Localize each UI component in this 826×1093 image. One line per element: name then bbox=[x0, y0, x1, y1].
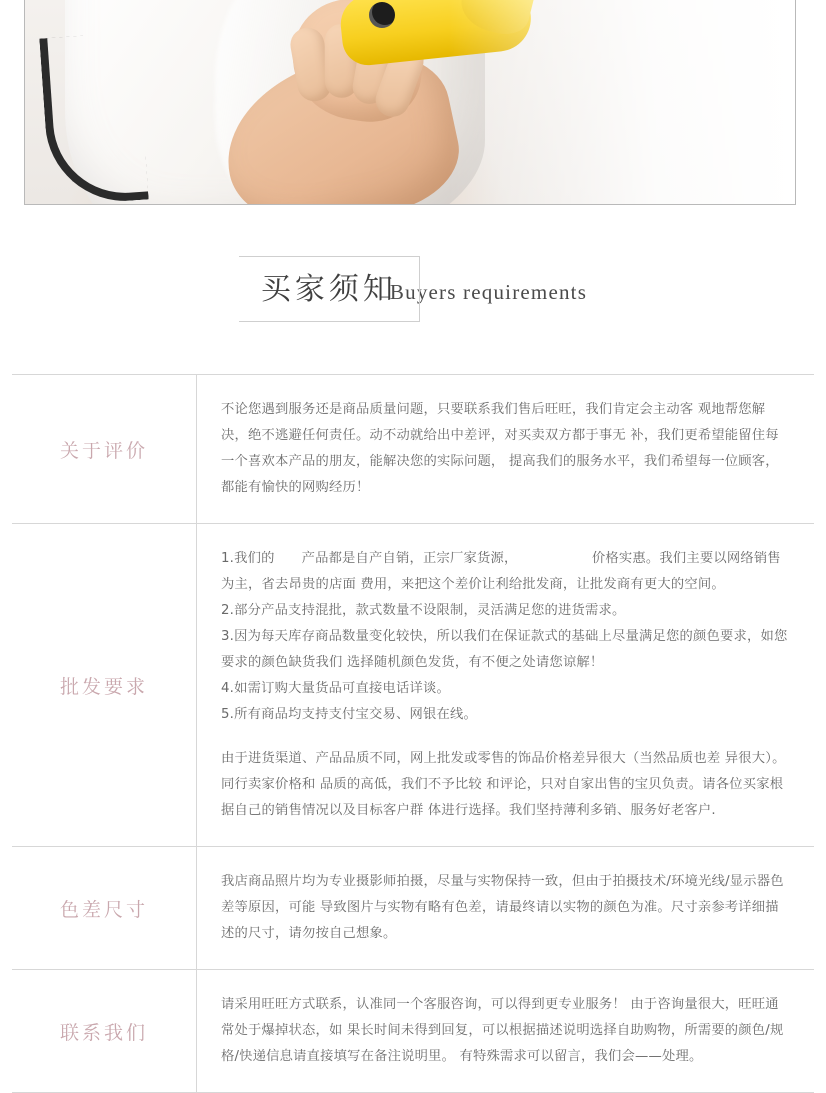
paragraph: 由于进货渠道、产品品质不同，网上批发或零售的饰品价格差异很大（当然品质也差 异很大）。同行卖家价格和 品质的高低，我们不予比较 和评论，只对自家出售的宝贝负责。请各位买家根据自己的销售情况以及目标客户群 体进行选择。我们坚持薄利多销、服务好老客户. bbox=[221, 751, 786, 818]
table-row bbox=[12, 375, 814, 524]
table-row bbox=[12, 970, 814, 1093]
paragraph: 我店商品照片均为专业摄影师拍摄，尽量与实物保持一致，但由于拍摄技术/环境光线/显示器色差等原因，可能 导致图片与实物有略有色差，请最终请以实物的颜色为准。尺寸亲参考详细描述的尺寸，请勿按自己想象。 bbox=[221, 874, 784, 941]
title-chinese: 买家须知 bbox=[260, 272, 397, 307]
paragraph: 请采用旺旺方式联系，认准同一个客服咨询，可以得到更专业服务！ 由于咨询量很大，旺旺通常处于爆掉状态，如 果长时间未得到回复，可以根据描述说明选择自助购物，所需要的颜色/规格/快递信息请直接填写在备注说明里。 有特殊需求可以留言，我们会——处理。 bbox=[221, 997, 784, 1064]
paragraph: 3.因为每天库存商品数量变化较快，所以我们在保证款式的基础上尽量满足您的颜色要求，如您要求的颜色缺货我们 选择随机颜色发货，有不便之处请您谅解！ bbox=[221, 629, 788, 670]
table-row bbox=[12, 847, 814, 970]
row-label-color-size: 色差尺寸 bbox=[12, 847, 197, 969]
row-label-wholesale: 批发要求 bbox=[12, 524, 197, 846]
row-body-about-reviews bbox=[197, 375, 814, 523]
hero-photo-frame bbox=[24, 0, 796, 205]
title-chinese-box bbox=[239, 256, 420, 322]
title-english: Buyers requirements bbox=[389, 280, 588, 304]
row-label-about-reviews: 关于评价 bbox=[12, 375, 197, 523]
hero-banner bbox=[0, 0, 826, 210]
paragraph: 2.部分产品支持混批，款式数量不设限制，灵活满足您的进货需求。 bbox=[221, 603, 626, 618]
row-label-contact-us: 联系我们 bbox=[12, 970, 197, 1092]
row-body-contact-us bbox=[197, 970, 814, 1092]
hero-fade-overlay bbox=[25, 0, 795, 204]
paragraph: 5.所有商品均支持支付宝交易、网银在线。 bbox=[221, 707, 478, 722]
paragraph: 4.如需订购大量货品可直接电话详谈。 bbox=[221, 681, 451, 696]
table-row bbox=[12, 524, 814, 847]
paragraph: 不论您遇到服务还是商品质量问题，只要联系我们售后旺旺，我们肯定会主动客 观地帮您解决，绝不逃避任何责任。动不动就给出中差评，对买卖双方都于事无 补，我们更希望能留住每一个喜欢本产品的朋友，能解决您的实际问题， 提高我们的服务水平，我们希望每一位顾客，都能有愉快的网购经历！ bbox=[221, 402, 779, 495]
paragraph: 1.我们的 产品都是自产自销，正宗厂家货源， 价格实惠。我们主要以网络销售为主，省去昂贵的店面 费用，来把这个差价让利给批发商，让批发商有更大的空间。 bbox=[221, 551, 781, 592]
section-title-inner bbox=[239, 248, 587, 322]
row-body-color-size bbox=[197, 847, 814, 969]
hero-photo bbox=[25, 0, 795, 204]
section-title bbox=[0, 210, 826, 360]
buyer-requirements-table bbox=[12, 374, 814, 1093]
row-body-wholesale bbox=[197, 524, 814, 846]
